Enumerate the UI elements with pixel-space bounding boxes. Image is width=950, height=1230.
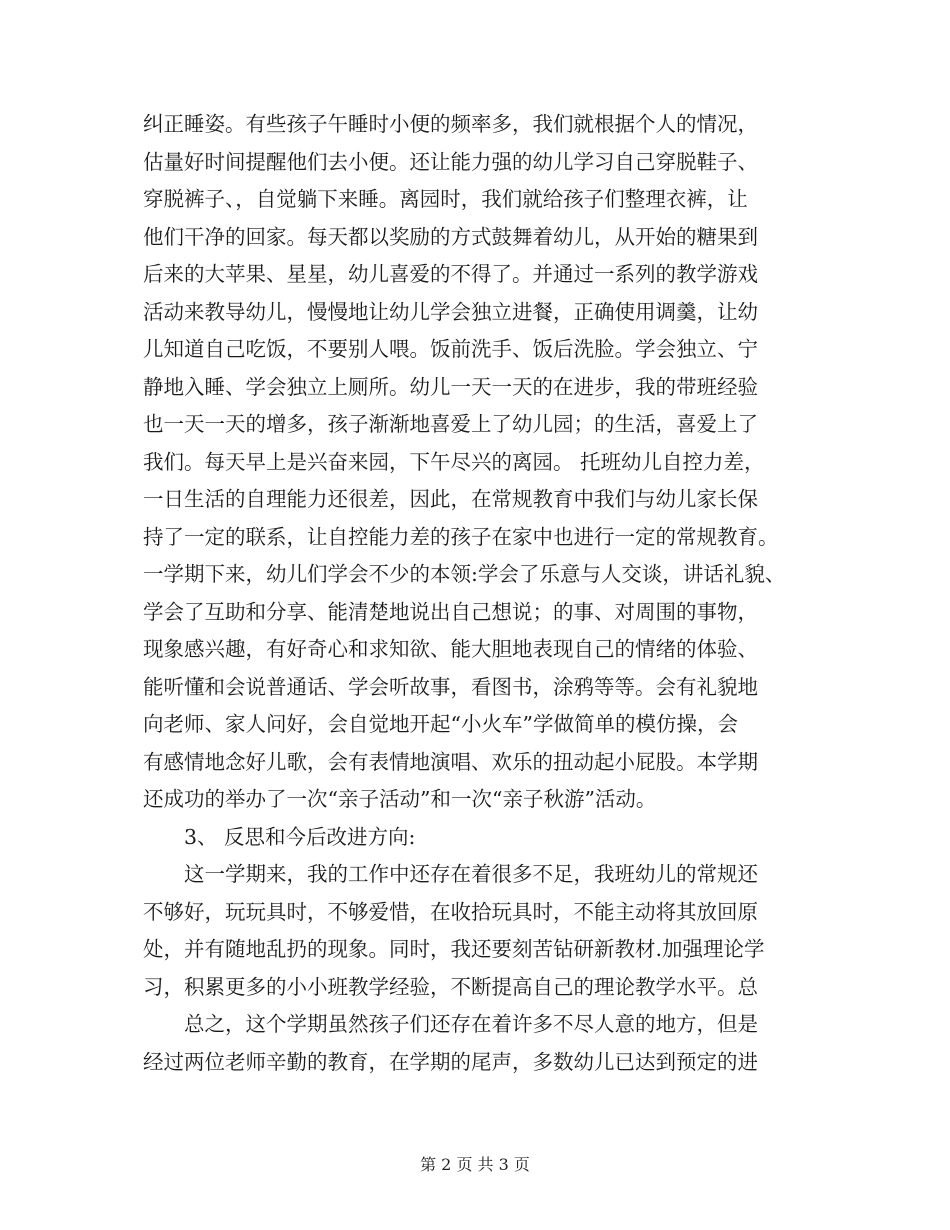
text-line: 能听懂和会说普通话、学会听故事，看图书，涂鸦等等。会有礼貌地 [143, 674, 758, 699]
text-line: 他们干净的回家。每天都以奖励的方式鼓舞着幼儿，从开始的糖果到 [143, 224, 758, 249]
page-number-footer: 第 2 页 共 3 页 [420, 1155, 530, 1174]
text-line: 还成功的举办了一次“亲子活动”和一次“亲子秋游”活动。 [143, 787, 657, 811]
text-line: 不够好，玩玩具时，不够爱惜，在收拾玩具时，不能主动将其放回原 [143, 899, 758, 924]
text-line: 现象感兴趣，有好奇心和求知欲、能大胆地表现自己的情绪的体验、 [143, 637, 758, 661]
text-line: 活动来教导幼儿，慢慢地让幼儿学会独立进餐，正确使用调羹，让幼 [143, 299, 758, 324]
text-line: 总之，这个学期虽然孩子们还存在着许多不尽人意的地方，但是 [143, 1012, 758, 1036]
text-line: 穿脱裤子、，自觉躺下来睡。离园时，我们就给孩子们整理衣裤，让 [143, 187, 748, 211]
text-line: 向老师、家人问好，会自觉地开起“小火车”学做简单的模仿操，会 [143, 712, 738, 736]
text-line: 纠正睡姿。有些孩子午睡时小便的频率多，我们就根据个人的情况， [143, 112, 758, 136]
text-line: 习，积累更多的小小班教学经验，不断提高自己的理论教学水平。总 [143, 974, 758, 999]
text-line: 儿知道自己吃饭，不要别人喂。饭前洗手、饭后洗脸。学会独立、宁 [143, 337, 758, 361]
text-line: 这一学期来，我的工作中还存在着很多不足，我班幼儿的常规还 [143, 862, 758, 886]
text-line: 后来的大苹果、星星，幼儿喜爱的不得了。并通过一系列的教学游戏 [143, 262, 758, 286]
text-line: 一日生活的自理能力还很差，因此，在常规教育中我们与幼儿家长保 [143, 487, 758, 511]
text-line: 估量好时间提醒他们去小便。还让能力强的幼儿学习自己穿脱鞋子、 [143, 149, 758, 174]
text-line: 有感情地念好儿歌，会有表情地演唱、欢乐的扭动起小屁股。本学期 [143, 749, 758, 774]
text-line: 处，并有随地乱扔的现象。同时，我还要刻苦钻研新教材.加强理论学 [143, 937, 765, 961]
text-line: 学会了互助和分享、能清楚地说出自己想说；的事、对周围的事物， [143, 599, 758, 624]
text-line: 持了一定的联系，让自控能力差的孩子在家中也进行一定的常规教育。 [143, 524, 779, 549]
text-line: 经过两位老师辛勤的教育，在学期的尾声，多数幼儿已达到预定的进 [143, 1049, 758, 1074]
document-body [143, 106, 823, 1081]
section-heading: 3、 反思和今后改进方向: [143, 824, 416, 849]
text-line: 也一天一天的增多，孩子渐渐地喜爱上了幼儿园；的生活，喜爱上了 [143, 412, 758, 436]
text-line: 静地入睡、学会独立上厕所。幼儿一天一天的在进步，我的带班经验 [143, 374, 758, 399]
text-line: 我们。每天早上是兴奋来园，下午尽兴的离园。 托班幼儿自控力差， [143, 449, 765, 474]
text-line: 一学期下来，幼儿们学会不少的本领:学会了乐意与人交谈，讲话礼貌、 [143, 562, 786, 586]
